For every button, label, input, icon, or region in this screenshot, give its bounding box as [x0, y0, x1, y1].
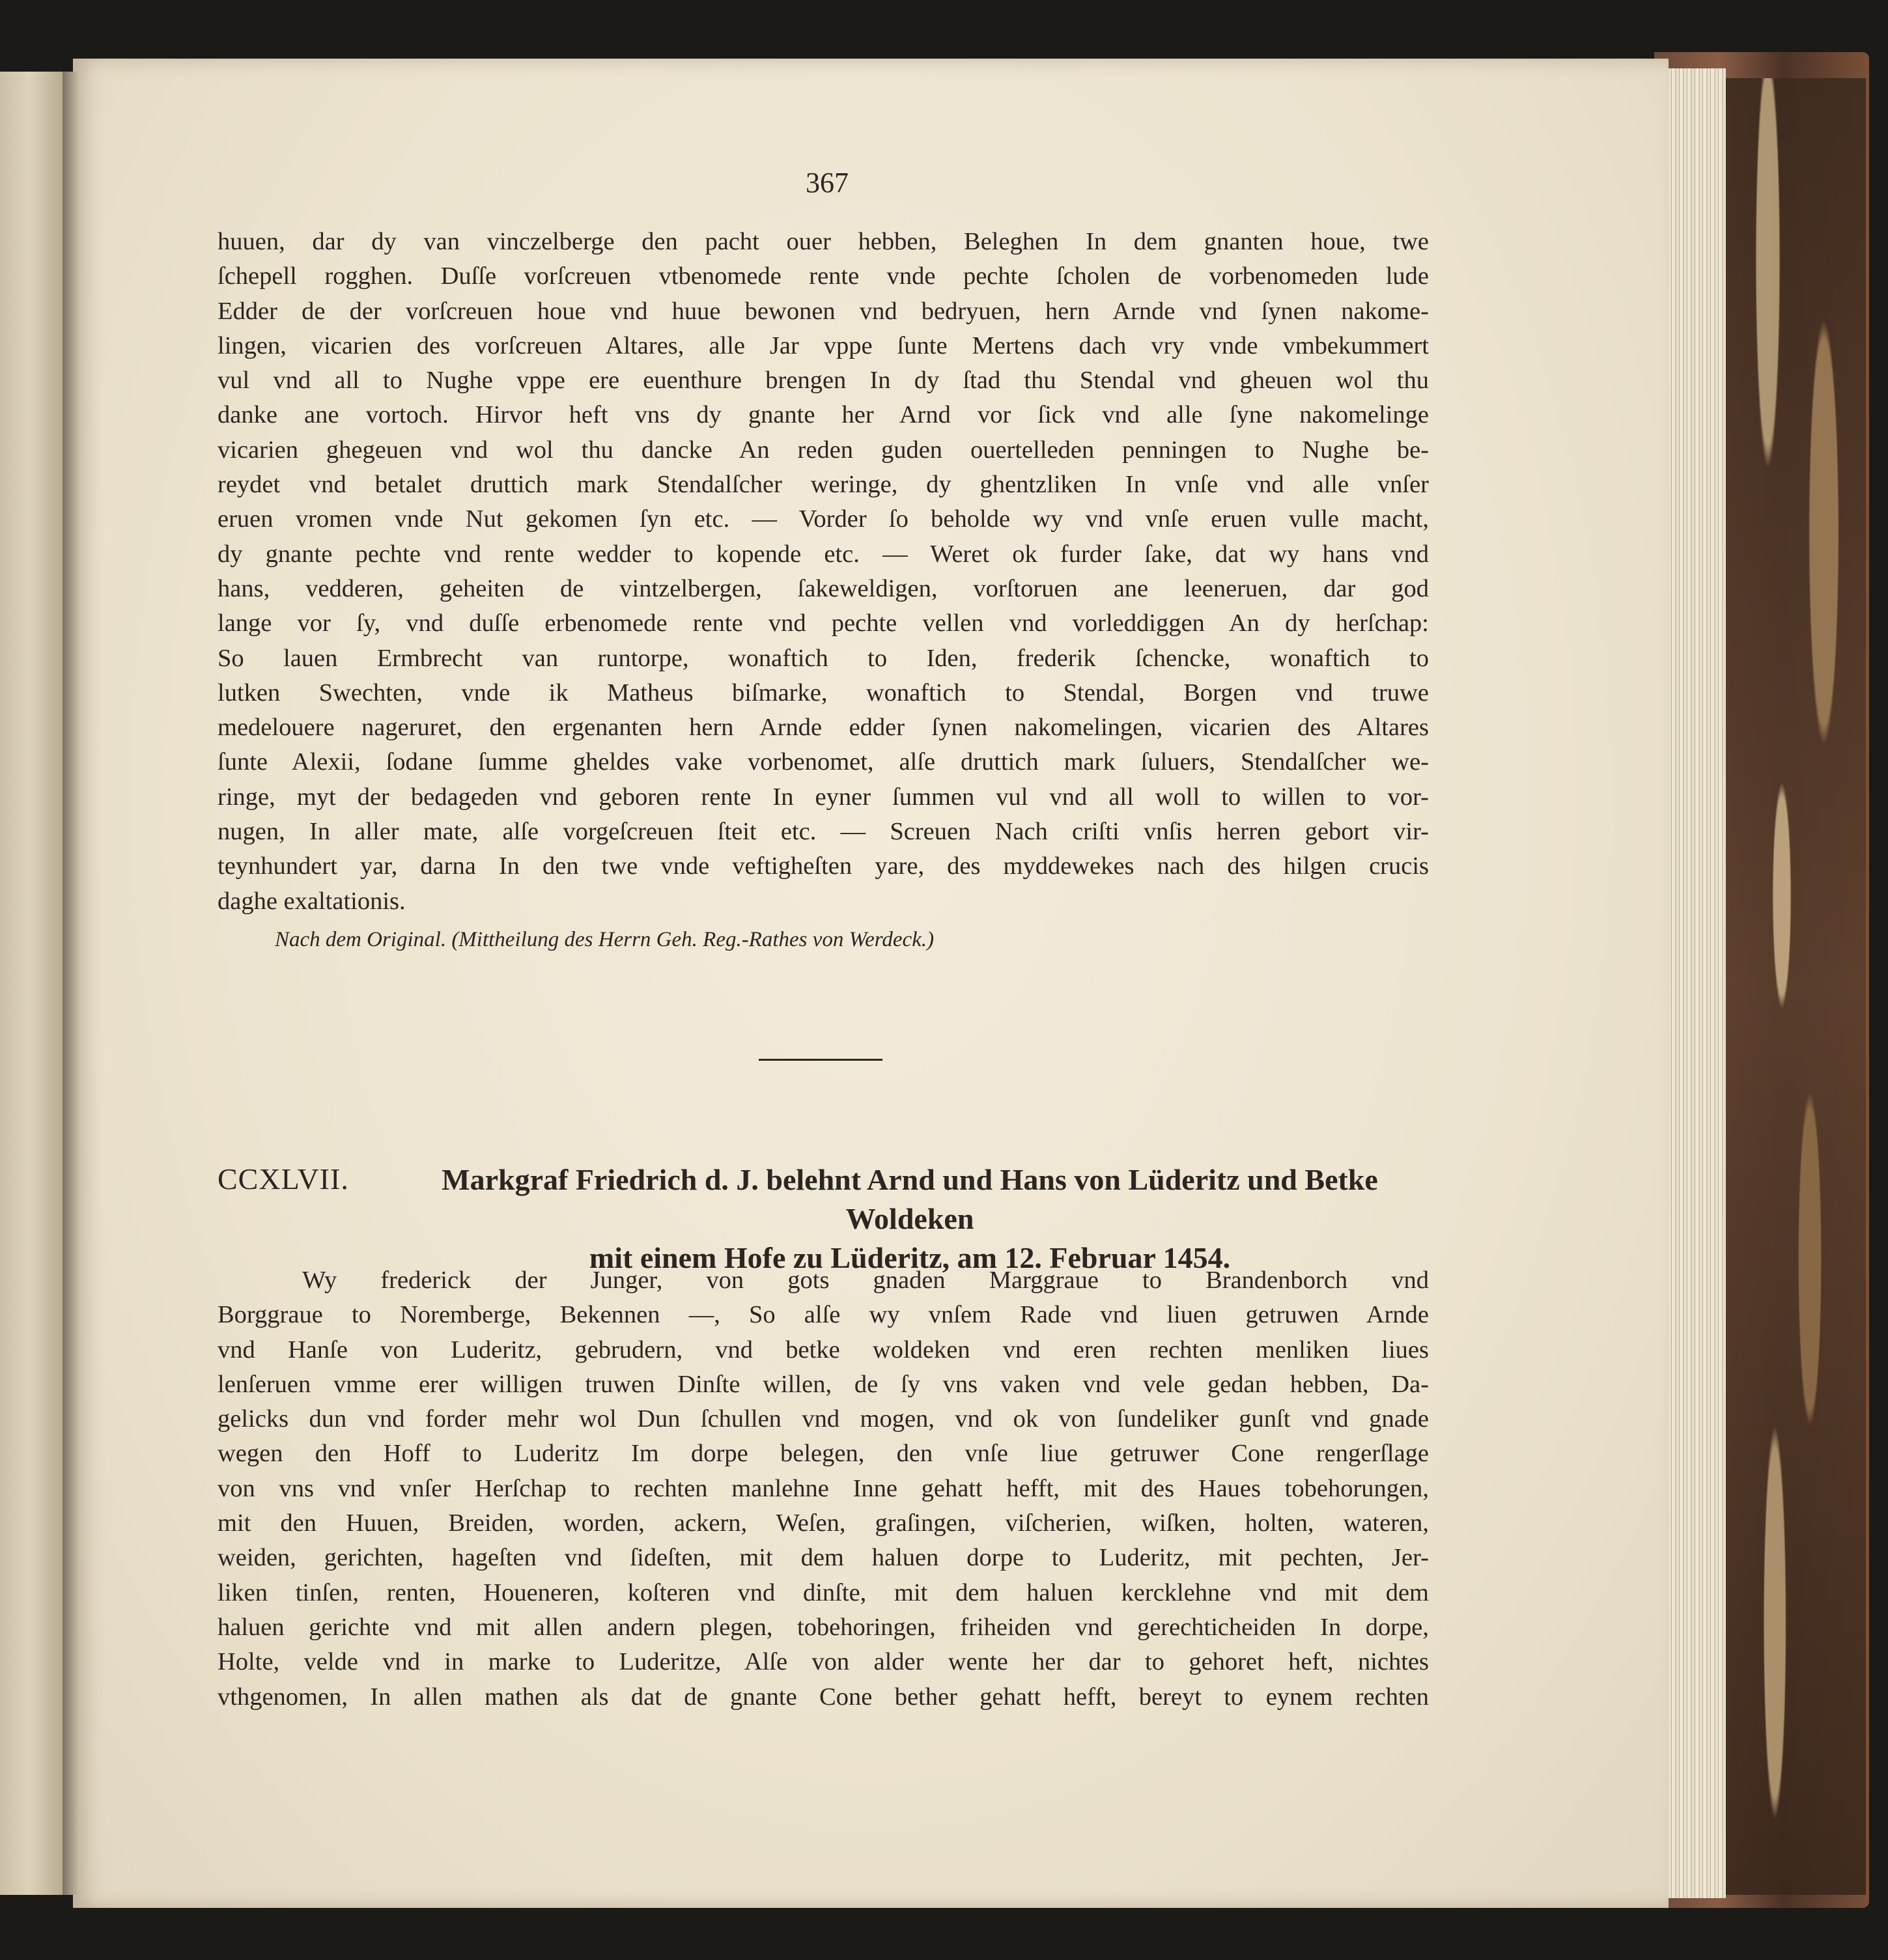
marbled-cover [1726, 78, 1866, 1895]
page-stack-edges [1664, 68, 1726, 1898]
text-line: hans, vedderen, geheiten de vintzelbergen, ſakeweldigen, vorſtoruen ane leeneruen, dar god [218, 574, 1429, 602]
text-line: lenſeruen vmme erer willigen truwen Dinſte willen, de ſy vns vaken vnd vele gedan hebben, Da- [218, 1370, 1429, 1398]
text-line: lange vor ſy, vnd duſſe erbenomede rente vnd pechte vellen vnd vorleddiggen An dy herſchap: [218, 609, 1429, 637]
text-line: vnd Hanſe von Luderitz, gebrudern, vnd betke woldeken vnd eren rechten menliken liues [218, 1336, 1429, 1364]
text-line: weiden, gerichten, hageſten vnd ſideſten, mit dem haluen dorpe to Luderitz, mit pechten, Jer- [218, 1544, 1429, 1572]
text-line: lutken Swechten, vnde ik Matheus biſmarke, wonaftich to Stendal, Borgen vnd truwe [218, 679, 1429, 707]
text-line: daghe exaltationis. [218, 887, 406, 915]
text-line: teynhundert yar, darna In den twe vnde veftigheſten yare, des myddewekes nach des hilgen crucis [218, 852, 1429, 880]
text-line: medelouere nageruret, den ergenanten hern Arnde edder ſynen nakomelingen, vicarien des Altares [218, 714, 1429, 742]
document-number: CCXLVII. [218, 1162, 349, 1196]
document-heading [391, 1160, 1429, 1278]
book-gutter [63, 72, 79, 1895]
heading-line: mit einem Hofe zu Lüderitz, am 12. Februar 1454. [589, 1241, 1231, 1274]
text-line: vul vnd all to Nughe vppe ere euenthure brengen In dy ſtad thu Stendal vnd gheuen wol thu [218, 367, 1429, 395]
text-line: vicarien ghegeuen vnd wol thu dancke An reden guden ouertelleden penningen to Nughe be- [218, 436, 1429, 464]
text-line: liken tinſen, renten, Houeneren, koſteren vnd dinſte, mit dem haluen kercklehne vnd mit dem [218, 1578, 1429, 1606]
text-line: reydet vnd betalet druttich mark Stendalſcher weringe, dy ghentzliken In vnſe vnd alle vnſer [218, 471, 1429, 499]
text-line: mit den Huuen, Breiden, worden, ackern, Weſen, graſingen, viſcherien, wiſken, holten, wateren, [218, 1509, 1429, 1537]
text-line: nugen, In aller mate, alſe vorgeſcreuen ſteit etc. — Screuen Nach criſti vnſis herren gebort vir- [218, 818, 1429, 846]
body-text-document [218, 1263, 1429, 1715]
source-note: Nach dem Original. (Mittheilung des Herrn Geh. Reg.-Rathes von Werdeck.) [275, 928, 935, 951]
text-line: lingen, vicarien des vorſcreuen Altares, alle Jar vppe ſunte Mertens dach vry vnde vmbekummert [218, 331, 1429, 359]
text-line: von vns vnd vnſer Herſchap to rechten manlehne Inne gehatt hefft, mit des Haues tobehorungen, [218, 1474, 1429, 1502]
text-line: ſchepell rogghen. Duſſe vorſcreuen vtbenomede rente vnde pechte ſcholen de vorbenomeden lude [218, 262, 1429, 290]
text-line: ringe, myt der bedageden vnd geboren rente In eyner ſummen vul vnd all woll to willen to vor- [218, 783, 1429, 811]
text-line: haluen gerichte vnd mit allen andern plegen, tobehoringen, friheiden vnd gerechticheiden In dorpe, [218, 1613, 1429, 1641]
text-line: danke ane vortoch. Hirvor heft vns dy gnante her Arnd vor ſick vnd alle ſyne nakomelinge [218, 401, 1429, 429]
page-number: 367 [806, 167, 849, 199]
text-line: eruen vromen vnde Nut gekomen ſyn etc. — Vorder ſo beholde wy vnd vnſe eruen vulle macht, [218, 505, 1429, 533]
text-line: Wy frederick der Junger, von gots gnaden Marggraue to Brandenborch vnd [302, 1267, 1429, 1294]
text-line: huuen, dar dy van vinczelberge den pacht ouer hebben, Beleghen In dem gnanten houe, twe [218, 228, 1429, 255]
text-line: ſunte Alexii, ſodane ſumme gheldes vake vorbenomet, alſe druttich mark ſuluers, Stendalſcher we- [218, 748, 1429, 776]
text-line: So lauen Ermbrecht van runtorpe, wonaftich to Iden, frederik ſchencke, wonaftich to [218, 644, 1429, 672]
text-line: Borggraue to Noremberge, Bekennen —, So alſe wy vnſem Rade vnd liuen getruwen Arnde [218, 1301, 1429, 1329]
text-line: dy gnante pechte vnd rente wedder to kopende etc. — Weret ok furder ſake, dat wy hans vnd [218, 540, 1429, 568]
section-divider [759, 1059, 882, 1061]
heading-line: Markgraf Friedrich d. J. belehnt Arnd und Hans von Lüderitz und Betke Woldeken [442, 1163, 1378, 1235]
text-line: Edder de der vorſcreuen houe vnd huue bewonen vnd bedryuen, hern Arnde vnd ſynen nakome- [218, 297, 1429, 325]
body-text-continued [218, 225, 1429, 919]
text-line: gelicks dun vnd forder mehr wol Dun ſchullen vnd mogen, vnd ok von ſundeliker gunſt vnd gnade [218, 1405, 1429, 1433]
text-line: Holte, velde vnd in marke to Luderitze, Alſe von alder wente her dar to gehoret heft, nichtes [218, 1648, 1429, 1676]
text-line: vthgenomen, In allen mathen als dat de gnante Cone bether gehatt hefft, bereyt to eynem rechten [218, 1683, 1429, 1711]
text-line: wegen den Hoff to Luderitz Im dorpe belegen, den vnſe liue getruwer Cone rengerſlage [218, 1440, 1429, 1468]
